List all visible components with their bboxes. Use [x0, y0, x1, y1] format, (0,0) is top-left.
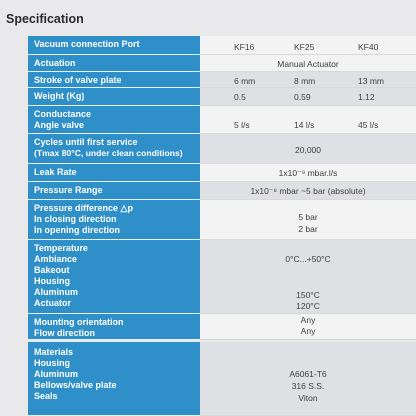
port-kf16: KF16: [234, 42, 255, 52]
weight-kf25: 0.59: [294, 92, 311, 102]
bellows-material-value: 316 S.S.: [291, 381, 325, 391]
row-stroke: [28, 72, 416, 88]
conductance-kf40: 45 l/s: [358, 120, 379, 130]
weight-kf40: 1.12: [358, 92, 375, 102]
label-ambiance: Ambiance: [34, 254, 78, 264]
label-materials: [28, 342, 200, 416]
seals-material-value: Viton: [298, 393, 318, 403]
label-vacuum-port: Vacuum connection Port: [28, 36, 200, 55]
actuator-value: 120°C: [296, 301, 320, 311]
label-pressure-difference-title: Pressure difference △p: [34, 203, 133, 213]
spec-table: [28, 36, 416, 416]
row-conductance: [28, 106, 416, 134]
label-mounting-orientation: Mounting orientation: [34, 317, 124, 327]
row-temperature: [28, 240, 416, 314]
weight-kf16: 0.5: [234, 92, 246, 102]
label-actuation: Actuation: [28, 55, 200, 72]
label-aluminum: Aluminum: [34, 287, 78, 297]
label-housing: Housing: [34, 276, 70, 286]
label-materials-housing: Housing: [34, 358, 70, 368]
label-leak-rate: Leak Rate: [28, 164, 200, 182]
ambiance-value: 0°C...+50°C: [285, 254, 331, 264]
label-flow-direction: Flow direction: [34, 328, 96, 338]
stroke-kf25: 8 mm: [294, 76, 316, 86]
value-weight: [200, 88, 416, 106]
value-pressure-difference: [200, 200, 416, 240]
mounting-orientation-value: Any: [300, 315, 316, 325]
value-cycles: [200, 134, 416, 164]
label-materials-aluminum: Aluminum: [34, 369, 78, 379]
row-actuation: [28, 55, 416, 72]
port-kf25: KF25: [294, 42, 315, 52]
aluminum-material-value: A6061-T6: [289, 369, 327, 379]
opening-direction-value: 2 bar: [298, 224, 318, 234]
value-leak-rate: [200, 164, 416, 182]
actuation-value: Manual Actuator: [277, 59, 339, 69]
row-vacuum-port: [28, 36, 416, 55]
page-title: Specification: [6, 12, 84, 26]
label-opening-direction: In opening direction: [34, 225, 120, 235]
value-materials: [200, 342, 416, 416]
label-materials-title: Materials: [34, 347, 74, 357]
flow-direction-value: Any: [300, 326, 316, 336]
cycles-value: 20,000: [295, 145, 321, 155]
label-angle-valve: Angle valve: [34, 120, 85, 130]
label-temperature: [28, 240, 200, 314]
value-mounting: [200, 314, 416, 340]
label-closing-direction: In closing direction: [34, 214, 117, 224]
label-cycles-conditions: (Tmax 80°C, under clean conditions): [34, 148, 183, 158]
row-leak-rate: [28, 164, 416, 182]
conductance-kf25: 14 l/s: [294, 120, 315, 130]
label-cycles: [28, 134, 200, 164]
stroke-kf16: 6 mm: [234, 76, 256, 86]
row-pressure-range: [28, 182, 416, 200]
label-conductance-title: Conductance: [34, 109, 92, 119]
row-mounting: [28, 314, 416, 340]
label-stroke: Stroke of valve plate: [28, 72, 200, 88]
label-pressure-range: Pressure Range: [28, 182, 200, 200]
label-cycles-title: Cycles until first service: [34, 137, 138, 147]
row-pressure-difference: [28, 200, 416, 240]
label-actuator: Actuator: [34, 298, 72, 308]
value-conductance: [200, 106, 416, 134]
aluminum-value: 150°C: [296, 290, 320, 300]
row-weight: [28, 88, 416, 106]
value-vacuum-port: [200, 36, 416, 55]
label-temperature-title: Temperature: [34, 243, 88, 253]
leak-rate-value: 1x10⁻⁹ mbar.l/s: [278, 168, 338, 178]
value-temperature: [200, 240, 416, 314]
label-pressure-difference: [28, 200, 200, 240]
label-conductance: [28, 106, 200, 134]
row-cycles: [28, 134, 416, 164]
label-bakeout: Bakeout: [34, 265, 70, 275]
label-mounting: [28, 314, 200, 340]
label-seals: Seals: [34, 391, 58, 401]
row-materials: [28, 342, 416, 416]
conductance-kf16: 5 l/s: [234, 120, 250, 130]
label-bellows-valve-plate: Bellows/valve plate: [34, 380, 117, 390]
port-kf40: KF40: [358, 42, 379, 52]
value-actuation: [200, 55, 416, 72]
value-stroke: [200, 72, 416, 88]
pressure-range-value: 1x10⁻⁸ mbar ~5 bar (absolute): [250, 186, 366, 196]
label-weight: Weight (Kg): [28, 88, 200, 106]
closing-direction-value: 5 bar: [298, 212, 318, 222]
value-pressure-range: [200, 182, 416, 200]
stroke-kf40: 13 mm: [358, 76, 384, 86]
